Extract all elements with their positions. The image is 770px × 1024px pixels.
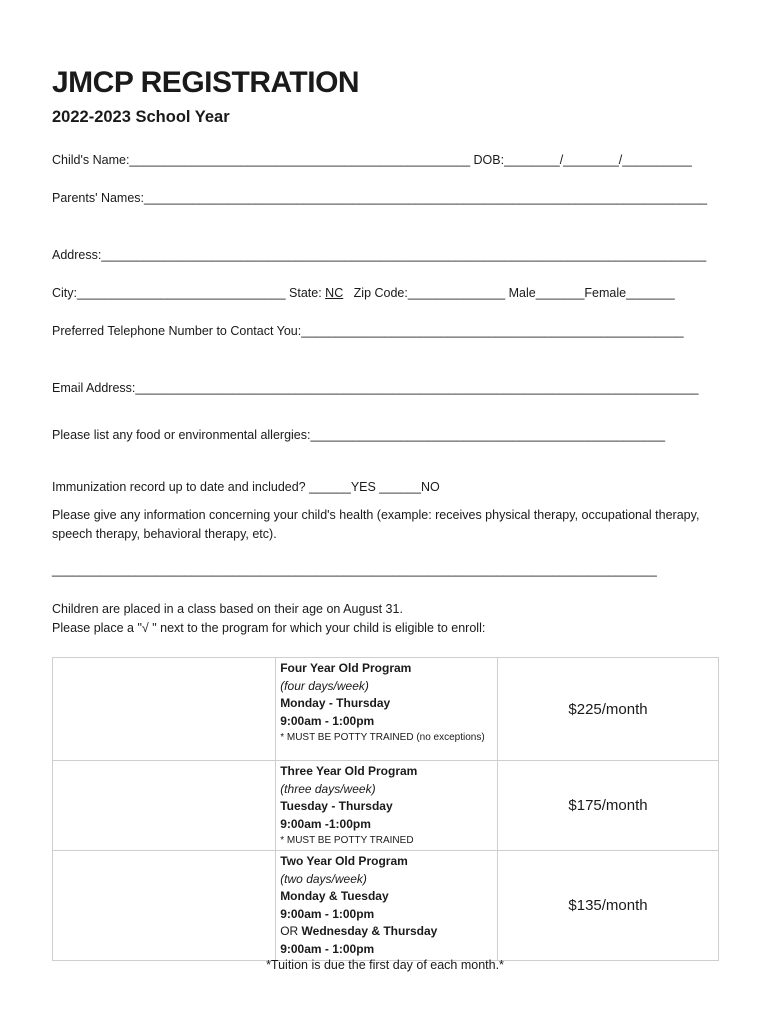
program-price: $135/month xyxy=(498,851,719,961)
immunization-field[interactable]: Immunization record up to date and included? ______YES ______NO xyxy=(52,480,440,494)
program-name: Three Year Old Program xyxy=(280,764,418,778)
program-frequency: (two days/week) xyxy=(280,871,367,886)
tuition-footer: *Tuition is due the first day of each month.* xyxy=(266,958,504,972)
program-frequency: (three days/week) xyxy=(280,781,376,796)
city-field[interactable]: City:______________________________ State: xyxy=(52,286,326,300)
program-days: Monday & Tuesday xyxy=(280,889,389,903)
program-days: Tuesday - Thursday xyxy=(280,799,393,813)
program-row-two-year xyxy=(53,851,719,961)
address-field[interactable]: Address:_______________________________________________________________________________________ xyxy=(52,248,707,262)
program-alt-time: 9:00am - 1:00pm xyxy=(280,941,375,956)
placement-note: Children are placed in a class based on their age on August 31. xyxy=(52,602,403,616)
program-checkbox-cell[interactable] xyxy=(53,658,276,761)
program-note: * MUST BE POTTY TRAINED xyxy=(280,835,414,846)
city-state-zip-row xyxy=(52,286,675,300)
program-price: $225/month xyxy=(498,658,719,761)
or-label: OR xyxy=(280,924,299,938)
program-time: 9:00am -1:00pm xyxy=(280,816,371,831)
program-note: * MUST BE POTTY TRAINED (no exceptions) xyxy=(280,732,485,743)
program-alt-days-row xyxy=(280,923,493,941)
program-alt-days: Wednesday & Thursday xyxy=(301,924,438,938)
program-days: Monday - Thursday xyxy=(280,696,391,710)
program-price: $175/month xyxy=(498,761,719,851)
state-value: NC xyxy=(325,286,344,300)
program-frequency: (four days/week) xyxy=(280,678,369,693)
program-time: 9:00am - 1:00pm xyxy=(280,713,375,728)
email-field[interactable]: Email Address:_________________________________________________________________________________ xyxy=(52,381,699,395)
child-name-dob-field[interactable]: Child's Name:_________________________________________________ DOB:________/________/__________ xyxy=(52,153,692,167)
program-checkbox-cell[interactable] xyxy=(53,761,276,851)
page-title: JMCP REGISTRATION xyxy=(52,66,360,99)
health-info-line[interactable]: _______________________________________________________________________________________ xyxy=(52,563,657,577)
program-row-four-year xyxy=(53,658,719,761)
checkmark-instruction: Please place a "√ " next to the program for which your child is eligible to enroll: xyxy=(52,621,486,635)
program-name: Two Year Old Program xyxy=(280,854,408,868)
program-row-three-year xyxy=(53,761,719,851)
program-time: 9:00am - 1:00pm xyxy=(280,906,375,921)
health-prompt: Please give any information concerning your child's health (example: receives physical therapy, occupational therapy, speech therapy, behavioral therapy, etc). xyxy=(52,508,700,541)
program-table xyxy=(52,657,719,961)
parents-names-field[interactable]: Parents' Names:_________________________________________________________________________________ xyxy=(52,191,708,205)
allergies-field[interactable]: Please list any food or environmental allergies:___________________________________________________ xyxy=(52,428,666,442)
school-year: 2022-2023 School Year xyxy=(52,108,230,126)
zip-gender-field[interactable]: Zip Code:______________ Male_______Female_______ xyxy=(343,286,675,300)
telephone-field[interactable]: Preferred Telephone Number to Contact You:_______________________________________________________ xyxy=(52,324,684,338)
program-description xyxy=(276,851,498,961)
program-name: Four Year Old Program xyxy=(280,661,412,675)
program-checkbox-cell[interactable] xyxy=(53,851,276,961)
program-description xyxy=(276,761,498,851)
program-description xyxy=(276,658,498,761)
